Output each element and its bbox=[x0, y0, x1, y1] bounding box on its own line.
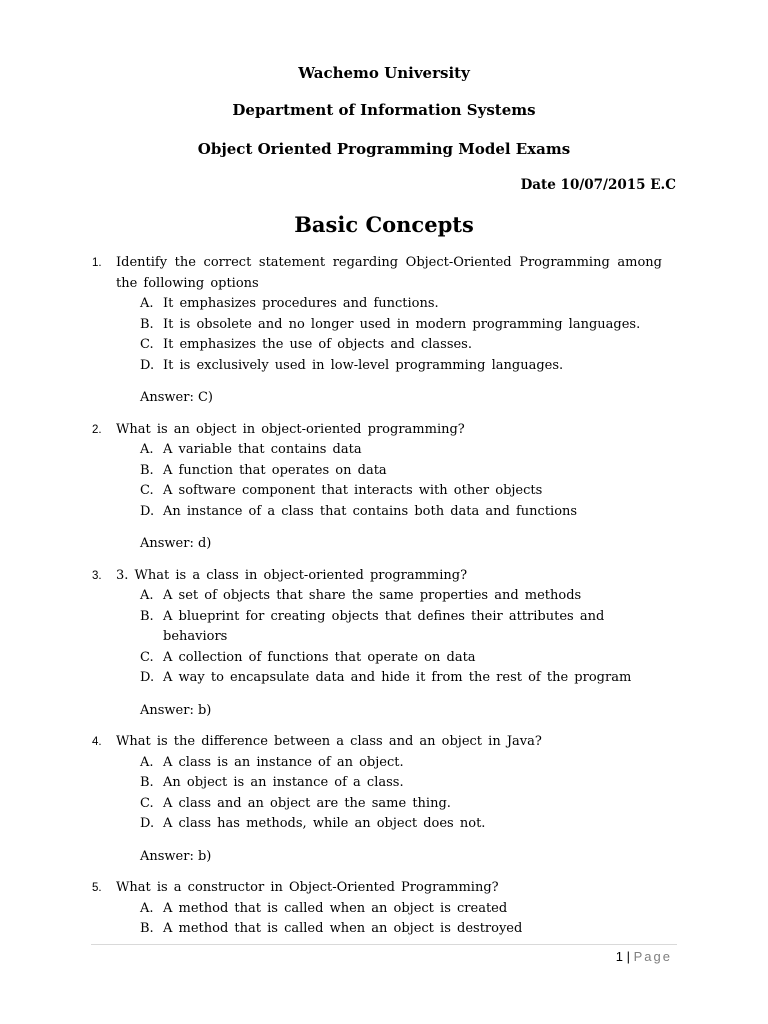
option-letter: B. bbox=[140, 608, 154, 624]
page-number: 1 bbox=[615, 949, 623, 964]
option-text: A way to encapsulate data and hide it from the rest of the program bbox=[163, 670, 632, 685]
question-text: 3. What is a class in object-oriented programming? bbox=[116, 567, 468, 583]
option-text: A function that operates on data bbox=[163, 462, 387, 478]
footer-divider bbox=[91, 944, 677, 945]
option-text: It is obsolete and no longer used in modern programming languages. bbox=[163, 316, 641, 332]
question-number: 3. bbox=[92, 569, 102, 582]
option-text: A method that is called when an object is created bbox=[163, 900, 508, 916]
option-letter: D. bbox=[140, 670, 155, 685]
question-number: 2. bbox=[92, 423, 102, 436]
question-number: 5. bbox=[92, 882, 102, 894]
option-d bbox=[140, 502, 662, 523]
option-b bbox=[140, 315, 662, 336]
answer-line: Answer: C) bbox=[140, 390, 213, 405]
option-text: A class and an object are the same thing. bbox=[163, 795, 451, 811]
option-letter: D. bbox=[140, 503, 155, 519]
university-title: Wachemo University bbox=[298, 64, 470, 82]
option-text: It is exclusively used in low-level programming languages. bbox=[163, 357, 564, 373]
option-text: An instance of a class that contains both data and functions bbox=[163, 503, 578, 519]
page-footer bbox=[616, 949, 672, 964]
option-letter: C. bbox=[140, 483, 154, 498]
question-4 bbox=[92, 732, 662, 867]
question-text: What is a constructor in Object-Oriented Programming? bbox=[116, 880, 499, 895]
question-5 bbox=[92, 878, 662, 940]
option-d bbox=[140, 668, 662, 689]
option-b bbox=[140, 461, 662, 482]
question-text: Identify the correct statement regarding Object-Oriented Programming among the following options bbox=[116, 255, 662, 291]
option-letter: B. bbox=[140, 462, 154, 478]
option-letter: B. bbox=[140, 316, 154, 332]
option-letter: A. bbox=[140, 296, 154, 311]
option-letter: C. bbox=[140, 795, 154, 811]
question-text: What is an object in object-oriented programming? bbox=[116, 421, 465, 437]
option-text: A blueprint for creating objects that defines their attributes and behaviors bbox=[163, 608, 605, 644]
option-text: A software component that interacts with other objects bbox=[163, 483, 543, 498]
exam-title: Object Oriented Programming Model Exams bbox=[197, 140, 571, 158]
option-b bbox=[140, 919, 662, 940]
option-a bbox=[140, 899, 662, 920]
option-c bbox=[140, 335, 662, 356]
option-a bbox=[140, 753, 662, 774]
option-b bbox=[140, 607, 662, 648]
question-3 bbox=[92, 566, 662, 722]
option-a bbox=[140, 586, 662, 607]
option-text: A variable that contains data bbox=[163, 442, 362, 457]
option-letter: A. bbox=[140, 442, 154, 457]
option-text: An object is an instance of a class. bbox=[163, 775, 404, 790]
question-text: What is the difference between a class and an object in Java? bbox=[116, 734, 542, 749]
question-number: 1. bbox=[92, 257, 102, 269]
option-text: A method that is called when an object is destroyed bbox=[163, 921, 523, 936]
option-c bbox=[140, 794, 662, 815]
option-a bbox=[140, 440, 662, 461]
option-c bbox=[140, 481, 662, 502]
page-word: Page bbox=[633, 949, 672, 964]
question-1 bbox=[92, 253, 662, 409]
option-text: A class has methods, while an object does not. bbox=[163, 816, 486, 831]
question-list bbox=[92, 253, 662, 951]
option-b bbox=[140, 773, 662, 794]
option-text: A class is an instance of an object. bbox=[163, 754, 404, 770]
question-2 bbox=[92, 420, 662, 555]
option-letter: A. bbox=[140, 900, 154, 916]
question-number: 4. bbox=[92, 736, 102, 748]
option-letter: A. bbox=[140, 754, 154, 770]
option-d bbox=[140, 356, 662, 377]
option-letter: B. bbox=[140, 775, 154, 790]
option-c bbox=[140, 648, 662, 669]
option-letter: D. bbox=[140, 816, 155, 831]
page-separator: | bbox=[626, 949, 630, 964]
option-text: It emphasizes procedures and functions. bbox=[163, 296, 439, 311]
exam-date: Date 10/07/2015 E.C bbox=[520, 177, 676, 193]
section-title: Basic Concepts bbox=[294, 212, 474, 237]
option-text: A set of objects that share the same properties and methods bbox=[163, 588, 582, 603]
option-d bbox=[140, 814, 662, 835]
option-letter: B. bbox=[140, 921, 154, 936]
answer-line: Answer: b) bbox=[140, 702, 212, 718]
answer-line: Answer: b) bbox=[140, 848, 212, 864]
answer-line: Answer: d) bbox=[140, 536, 212, 551]
option-a bbox=[140, 294, 662, 315]
option-letter: C. bbox=[140, 337, 154, 352]
option-text: It emphasizes the use of objects and classes. bbox=[163, 337, 472, 352]
option-letter: C. bbox=[140, 649, 154, 665]
option-letter: A. bbox=[140, 588, 154, 603]
option-letter: D. bbox=[140, 357, 155, 373]
option-text: A collection of functions that operate on data bbox=[163, 649, 476, 665]
department-title: Department of Information Systems bbox=[232, 101, 536, 119]
